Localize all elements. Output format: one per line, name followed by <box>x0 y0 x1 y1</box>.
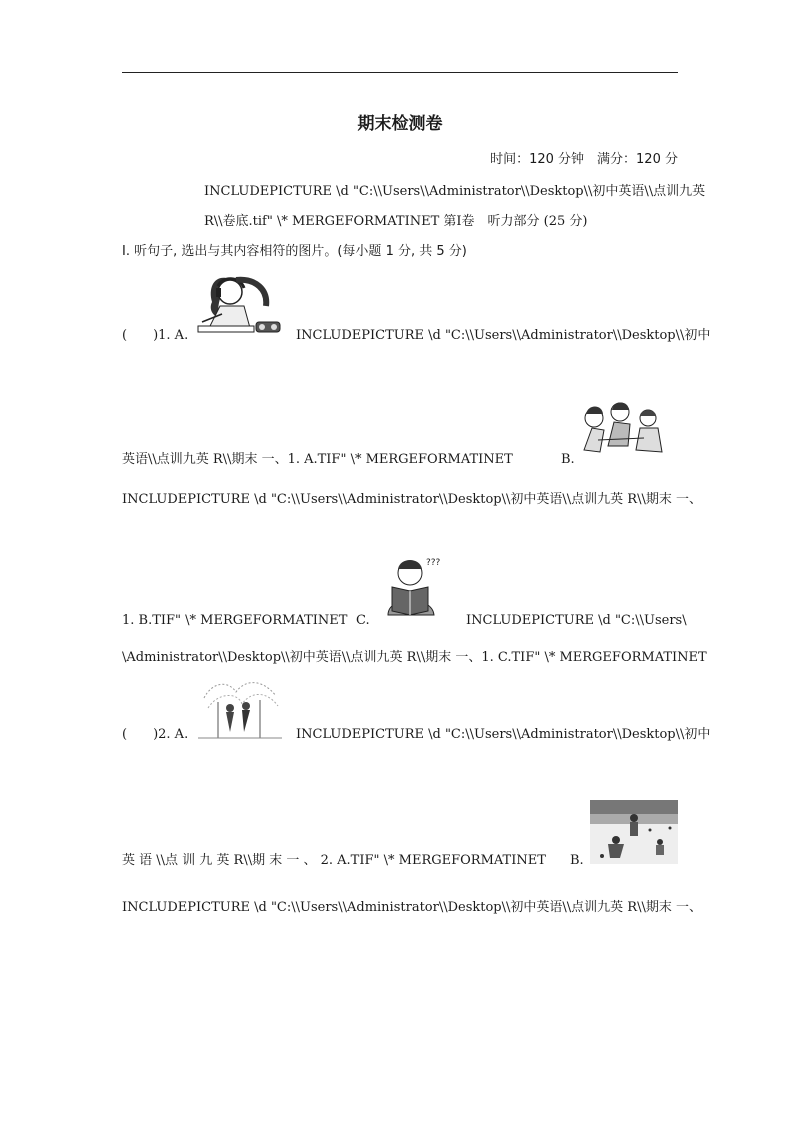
include-line-2: R\\卷底.tif" \* MERGEFORMATINET 第Ⅰ卷 听力部分 (25 分) <box>204 214 588 229</box>
q2-b-caption: 英 语 \\点 训 九 英 R\\期 末 一 、 2. A.TIF" \* MERGEFORMATINET <box>122 853 546 868</box>
q1-c-include-2: \Administrator\\Desktop\\初中英语\\点训九英 R\\期末 一、1. C.TIF" \* MERGEFORMATINET <box>122 650 707 665</box>
q2-b-beach-image <box>590 800 678 864</box>
page-title: 期末检测卷 <box>357 114 443 134</box>
q2-b-include: INCLUDEPICTURE \d "C:\\Users\\Administrator\\Desktop\\初中英语\\点训九英 R\\期末 一、 <box>122 900 702 915</box>
q2-a-label: ( )2. A. <box>122 727 189 742</box>
section-heading: Ⅰ. 听句子, 选出与其内容相符的图片。(每小题 1 分, 共 5 分) <box>122 244 467 259</box>
q2-b-label: B. <box>570 853 584 868</box>
header-rule <box>122 72 678 73</box>
q1-c-label: C. <box>356 613 370 628</box>
q1-b-caption: 英语\\点训九英 R\\期末 一、1. A.TIF" \* MERGEFORMATINET <box>122 452 513 467</box>
q2-a-include: INCLUDEPICTURE \d "C:\\Users\\Administrator\\Desktop\\初中 <box>296 727 711 742</box>
svg-text:???: ??? <box>426 558 441 568</box>
q1-c-caption: 1. B.TIF" \* MERGEFORMATINET <box>122 613 348 628</box>
q1-b-label: B. <box>561 452 575 467</box>
q1-a-girl-headphones-image <box>196 270 284 334</box>
q1-a-include: INCLUDEPICTURE \d "C:\\Users\\Administrator\\Desktop\\初中 <box>296 328 711 343</box>
include-line-1: INCLUDEPICTURE \d "C:\\Users\\Administrator\\Desktop\\初中英语\\点训九英 <box>204 184 706 199</box>
q1-b-students-group-image <box>578 400 666 462</box>
q1-b-include: INCLUDEPICTURE \d "C:\\Users\\Administrator\\Desktop\\初中英语\\点训九英 R\\期末 一、 <box>122 492 702 507</box>
q1-c-include: INCLUDEPICTURE \d "C:\\Users\ <box>466 613 687 628</box>
q1-c-boy-reading-image <box>382 553 444 623</box>
q1-a-label: ( )1. A. <box>122 328 189 343</box>
q2-a-dancing-trees-image <box>198 678 282 740</box>
exam-meta: 时间：120 分钟 满分：120 分 <box>490 152 678 167</box>
